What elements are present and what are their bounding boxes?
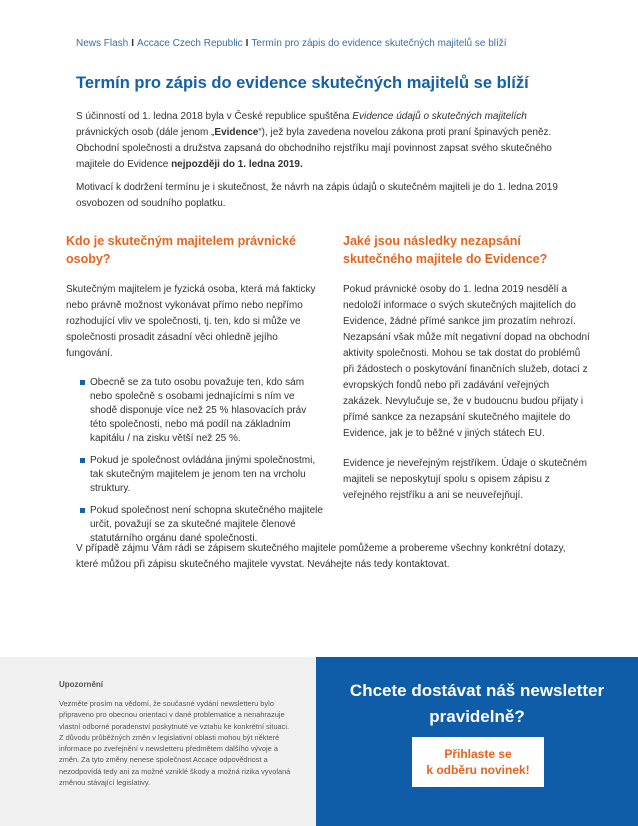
closing-paragraph: V případě zájmu Vám rádi se zápisem skutečného majitele pomůžeme a probereme všechny konkrétní dotazy, které můžou při zápisu skutečného majitele vyvstat. Neváhejte nás tedy kontaktovat. — [76, 543, 566, 570]
left-column — [66, 232, 324, 554]
intro-text: právnických osob (dále jenom „ — [76, 127, 215, 138]
page-title: Termín pro zápis do evidence skutečných majitelů se blíží — [76, 74, 529, 92]
list-item-text: Pokud společnost není schopna skutečného majitele určit, považují se za skutečné majitele členové statutárního orgánu dané společnosti. — [90, 505, 323, 544]
right-paragraph-1: Pokud právnické osoby do 1. ledna 2019 nesdělí a nedoloží informace o svých skutečných majitelích do Evidence, žádné přímé sankce jim prozatím nehrozí. Nezapsání však může mít negativní dopad na obchodní aktivity společnosti. Mohou se tak dostat do problémů při žádostech o poskytování finančních služeb, dotací z evropských fondů nebo při zadávání veřejných zakázek. Nevylučuje se, že v budoucnu budou přijaty i přímé sankce za nezapsání skutečného majitele do Evidence, jak je to běžné v jiných státech EU. — [343, 284, 590, 439]
left-paragraph: Skutečným majitelem je fyzická osoba, která má fakticky nebo právně možnost vykonávat přímo nebo nepřímo rozhodující vliv ve společnosti, tj. ten, kdo si může ve společnosti prosadit zásadní věci ohledně jejího fungování. — [66, 284, 316, 359]
breadcrumb — [76, 38, 616, 49]
square-bullet-icon — [80, 380, 85, 385]
intro-emphasis: Evidence údajů o skutečných majitelích — [352, 111, 527, 122]
bullet-list — [66, 376, 324, 546]
list-item — [80, 376, 324, 446]
intro-strong-evidence: Evidence — [214, 127, 259, 138]
square-bullet-icon — [80, 508, 85, 513]
square-bullet-icon — [80, 458, 85, 463]
breadcrumb-separator: I — [245, 38, 249, 49]
intro-paragraph-1 — [76, 109, 576, 173]
breadcrumb-item-news-flash[interactable]: News Flash — [76, 38, 129, 49]
subscribe-button-line-2: k odběru novinek! — [426, 763, 530, 777]
left-heading: Kdo je skutečným majitelem právnické osoby? — [66, 234, 296, 266]
intro-paragraph-2: Motivací k dodržení termínu je i skutečnost, že návrh na zápis údajů o skutečném majiteli je do 1. ledna 2019 osvobozen od soudního poplatku. — [76, 182, 558, 209]
intro-text: S účinností od 1. ledna 2018 byla v České republice spuštěna — [76, 111, 353, 122]
breadcrumb-item-current: Termín pro zápis do evidence skutečných majitelů se blíží — [251, 38, 507, 49]
right-heading: Jaké jsou následky nezapsání skutečného majitele do Evidence? — [343, 234, 548, 266]
list-item-text: Obecně se za tuto osobu považuje ten, kdo sám nebo společně s osobami jednajícími s ním ve shodě disponuje více než 25 % hlasovacích práv této společnosti, nebo má podíl na základním kapitálu / na zisku větší než 25 %. — [90, 377, 307, 444]
intro-text: “), jež byla zavedena novelou zákona proti praní špinavých peněz. Obchodní společnosti a družstva zapsaná do obchodního rejstříku mají povinnost zapsat svého skutečného majitele do Evidence — [76, 127, 552, 170]
list-item — [80, 504, 324, 546]
list-item-text: Pokud je společnost ovládána jinými společnostmi, tak skutečným majitelem je jenom ten na vrcholu struktury. — [90, 455, 316, 494]
disclaimer-heading: Upozornění — [59, 680, 103, 689]
list-item — [80, 454, 324, 496]
breadcrumb-item-accace[interactable]: Accace Czech Republic — [137, 38, 243, 49]
intro-strong-deadline: nejpozději do 1. ledna 2019. — [171, 159, 303, 170]
cta-heading: Chcete dostávat náš newsletter pravidelně? — [349, 681, 605, 726]
right-paragraph-2: Evidence je neveřejným rejstříkem. Údaje o skutečném majiteli se neposkytují spolu s opisem zápisu z veřejného rejstříku a ani se neuveřejňují. — [343, 458, 587, 501]
intro-section — [76, 109, 576, 219]
right-column — [343, 232, 591, 518]
subscribe-button[interactable] — [412, 737, 544, 787]
subscribe-button-line-1: Přihlaste se — [444, 747, 512, 761]
breadcrumb-separator: I — [131, 38, 135, 49]
disclaimer-text: Vezměte prosím na vědomí, že současné vydání newsletteru bylo připraveno pro obecnou orientaci v dané problematice a nenahrazuje vlastní odborné poradenství poskytnuté ve vztahu ke konkrétní situaci. Z důvodu průběžných změn v legislativní oblasti mohou být některé informace po zveřejnění v newsletteru předmětem dalšího vývoje a změn. Za tyto změny nenese společnost Accace odpovědnost a nezodpovídá tedy ani za možné vzniklé škody a možná rizika vyvolaná změnou stávající legislativy. — [59, 699, 291, 788]
